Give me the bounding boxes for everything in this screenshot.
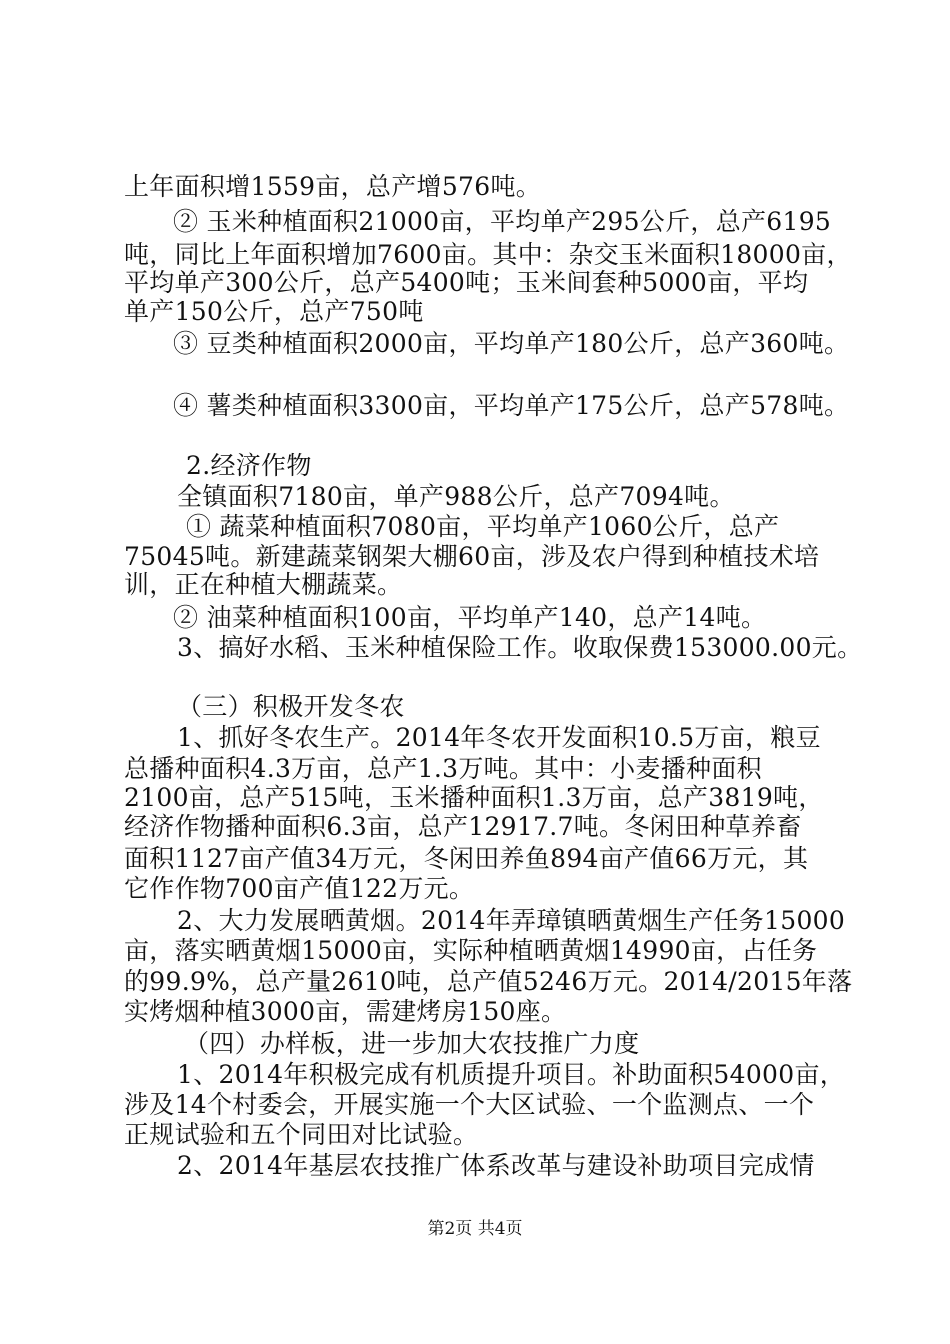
text-line: 2、大力发展晒黄烟。2014年弄璋镇晒黄烟生产任务15000	[177, 906, 846, 935]
text-line: 吨，同比上年面积增加7600亩。其中：杂交玉米面积18000亩，	[124, 240, 852, 269]
section-heading: （三）积极开发冬农	[177, 692, 405, 721]
text-line: 2、2014年基层农技推广体系改革与建设补助项目完成情	[177, 1151, 815, 1180]
text-line: 1、抓好冬农生产。2014年冬农开发面积10.5万亩，粮豆	[177, 723, 821, 752]
text-line: 亩，落实晒黄烟15000亩，实际种植晒黄烟14990亩，占任务	[124, 936, 818, 965]
text-line: 它作作物700亩产值122万元。	[124, 874, 475, 903]
text-line: ④ 薯类种植面积3300亩，平均单产175公斤，总产578吨。	[173, 391, 850, 420]
text-line: 的99.9%，总产量2610吨，总产值5246万元。2014/2015年落	[124, 967, 853, 996]
text-line: 总播种面积4.3万亩，总产1.3万吨。其中：小麦播种面积	[124, 754, 762, 783]
text-line: 全镇面积7180亩，单产988公斤，总产7094吨。	[177, 482, 735, 511]
section-heading: （四）办样板，进一步加大农技推广力度	[184, 1029, 640, 1058]
text-line: 单产150公斤，总产750吨	[124, 297, 424, 326]
text-line: 训，正在种植大棚蔬菜。	[124, 570, 403, 599]
text-line: 3、搞好水稻、玉米种植保险工作。收取保费153000.00元。	[177, 633, 863, 662]
text-line: 正规试验和五个同田对比试验。	[124, 1120, 479, 1149]
text-line: ② 油菜种植面积100亩，平均单产140，总产14吨。	[173, 603, 767, 632]
text-line: ① 蔬菜种植面积7080亩，平均单产1060公斤，总产	[186, 512, 780, 541]
text-line: 75045吨。新建蔬菜钢架大棚60亩，涉及农户得到种植技术培	[124, 542, 820, 571]
text-line: 经济作物播种面积6.3亩，总产12917.7吨。冬闲田种草养畜	[124, 812, 802, 841]
text-line: 面积1127亩产值34万元，冬闲田养鱼894亩产值66万元，其	[124, 844, 809, 873]
text-line: 涉及14个村委会，开展实施一个大区试验、一个监测点、一个	[124, 1090, 815, 1119]
text-line: 实烤烟种植3000亩，需建烤房150座。	[124, 997, 567, 1026]
section-heading: 2.经济作物	[186, 451, 312, 480]
page-number-footer: 第2页 共4页	[427, 1219, 523, 1239]
text-line: 上年面积增1559亩，总产增576吨。	[124, 172, 542, 201]
text-line: ③ 豆类种植面积2000亩，平均单产180公斤，总产360吨。	[173, 329, 850, 358]
text-line: 1、2014年积极完成有机质提升项目。补助面积54000亩，	[177, 1060, 846, 1089]
text-line: ② 玉米种植面积21000亩，平均单产295公斤，总产6195	[173, 207, 832, 236]
text-line: 2100亩，总产515吨，玉米播种面积1.3万亩，总产3819吨，	[124, 783, 824, 812]
text-line: 平均单产300公斤，总产5400吨；玉米间套种5000亩，平均	[124, 268, 809, 297]
